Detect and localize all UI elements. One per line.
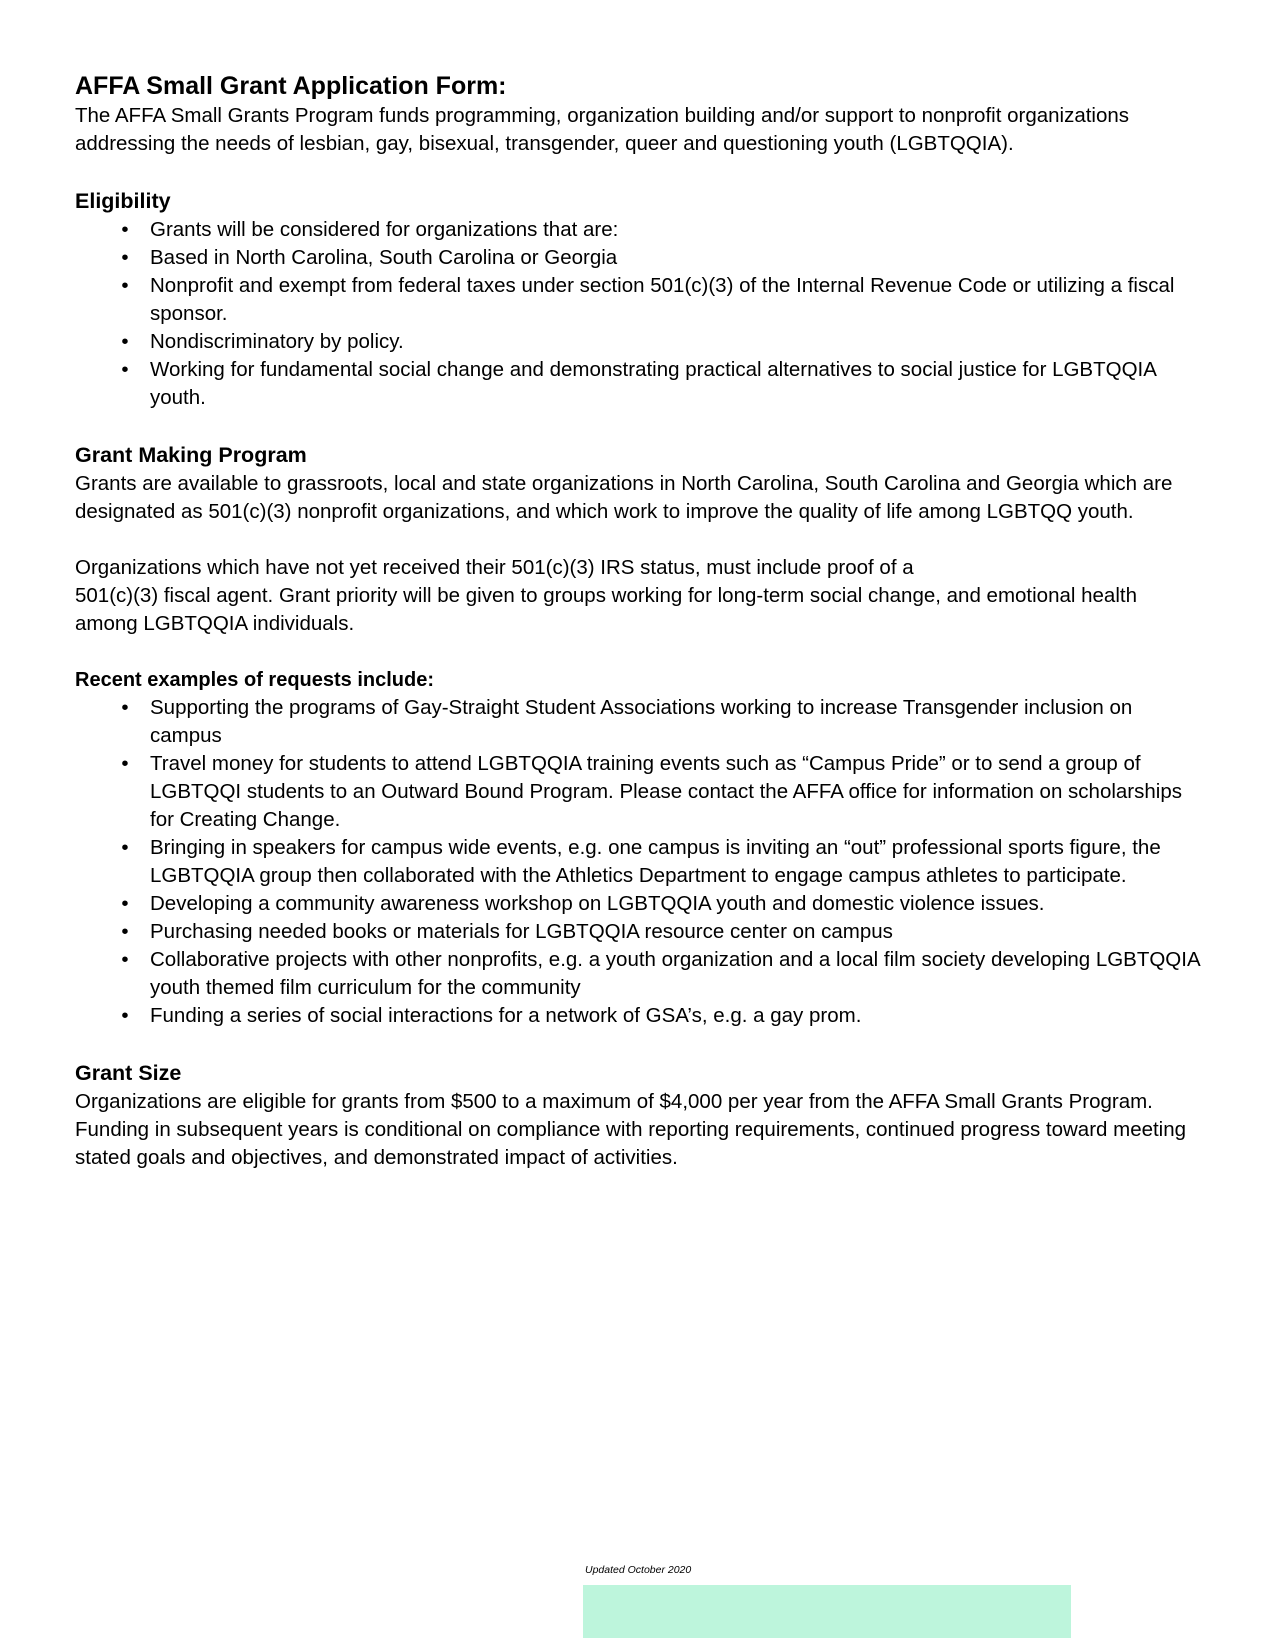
list-item: • Supporting the programs of Gay-Straight Student Associations working to increase Transgender inclusion on campus [75, 694, 1205, 750]
bullet-icon: • [121, 836, 129, 859]
fiscal-agent-paragraph: 501(c)(3) fiscal agent. Grant priority will be given to groups working for long-term social change, and emotional health among LGBTQQIA individuals. [75, 584, 1137, 635]
list-item: • Travel money for students to attend LGBTQQIA training events such as “Campus Pride” or to send a group of LGBTQQI students to an Outward Bound Program. Please contact the AFFA office for information on scholarships for Creating Change. [75, 750, 1205, 834]
footer-color-bar [583, 1585, 1071, 1638]
list-item: • Bringing in speakers for campus wide events, e.g. one campus is inviting an “out” professional sports figure, the LGBTQQIA group then collaborated with the Athletics Department to engage campus athletes to participate. [75, 834, 1205, 890]
examples-heading: Recent examples of requests include: [75, 669, 435, 691]
list-item: • Based in North Carolina, South Carolina or Georgia [75, 244, 1205, 272]
intro-paragraph: The AFFA Small Grants Program funds programming, organization building and/or support to nonprofit organizations addressing the needs of lesbian, gay, bisexual, transgender, queer and questioning youth (LGBTQQIA). [75, 104, 1130, 155]
list-item: • Nonprofit and exempt from federal taxes under section 501(c)(3) of the Internal Revenue Code or utilizing a fiscal sponsor. [75, 272, 1205, 328]
document-title: AFFA Small Grant Application Form: [75, 72, 507, 100]
document-page [75, 70, 1205, 1172]
bullet-icon: • [121, 1004, 129, 1027]
bullet-icon: • [121, 218, 129, 241]
eligibility-heading: Eligibility [75, 189, 171, 213]
list-item: • Collaborative projects with other nonprofits, e.g. a youth organization and a local film society developing LGBTQQIA youth themed film curriculum for the community [75, 946, 1205, 1002]
bullet-icon: • [121, 696, 129, 719]
fiscal-agent-line: Organizations which have not yet received their 501(c)(3) IRS status, must include proof of a [75, 556, 914, 579]
grant-making-heading: Grant Making Program [75, 443, 307, 467]
bullet-icon: • [121, 892, 129, 915]
list-item: • Nondiscriminatory by policy. [75, 328, 1205, 356]
grant-size-paragraph: Organizations are eligible for grants from $500 to a maximum of $4,000 per year from the AFFA Small Grants Program. Funding in subsequent years is conditional on compliance with reporting requirements, continued progress toward meeting stated goals and objectives, and demonstrated impact of activities. [75, 1090, 1187, 1169]
bullet-icon: • [121, 330, 129, 353]
eligibility-list [75, 216, 1205, 412]
examples-list [75, 694, 1205, 1030]
grant-making-paragraph: Grants are available to grassroots, local and state organizations in North Carolina, South Carolina and Georgia which are designated as 501(c)(3) nonprofit organizations, and which work to improve the quality of life among LGBTQQ youth. [75, 472, 1173, 523]
grant-size-heading: Grant Size [75, 1061, 182, 1085]
list-item: • Developing a community awareness workshop on LGBTQQIA youth and domestic violence issues. [75, 890, 1205, 918]
bullet-icon: • [121, 948, 129, 971]
list-item: • Funding a series of social interactions for a network of GSA’s, e.g. a gay prom. [75, 1002, 1205, 1030]
updated-note: Updated October 2020 [585, 1564, 692, 1576]
list-item: • Grants will be considered for organizations that are: [75, 216, 1205, 244]
list-item: • Purchasing needed books or materials for LGBTQQIA resource center on campus [75, 918, 1205, 946]
bullet-icon: • [121, 920, 129, 943]
bullet-icon: • [121, 274, 129, 297]
bullet-icon: • [121, 752, 129, 775]
bullet-icon: • [121, 358, 129, 381]
bullet-icon: • [121, 246, 129, 269]
list-item: • Working for fundamental social change and demonstrating practical alternatives to social justice for LGBTQQIA youth. [75, 356, 1205, 412]
